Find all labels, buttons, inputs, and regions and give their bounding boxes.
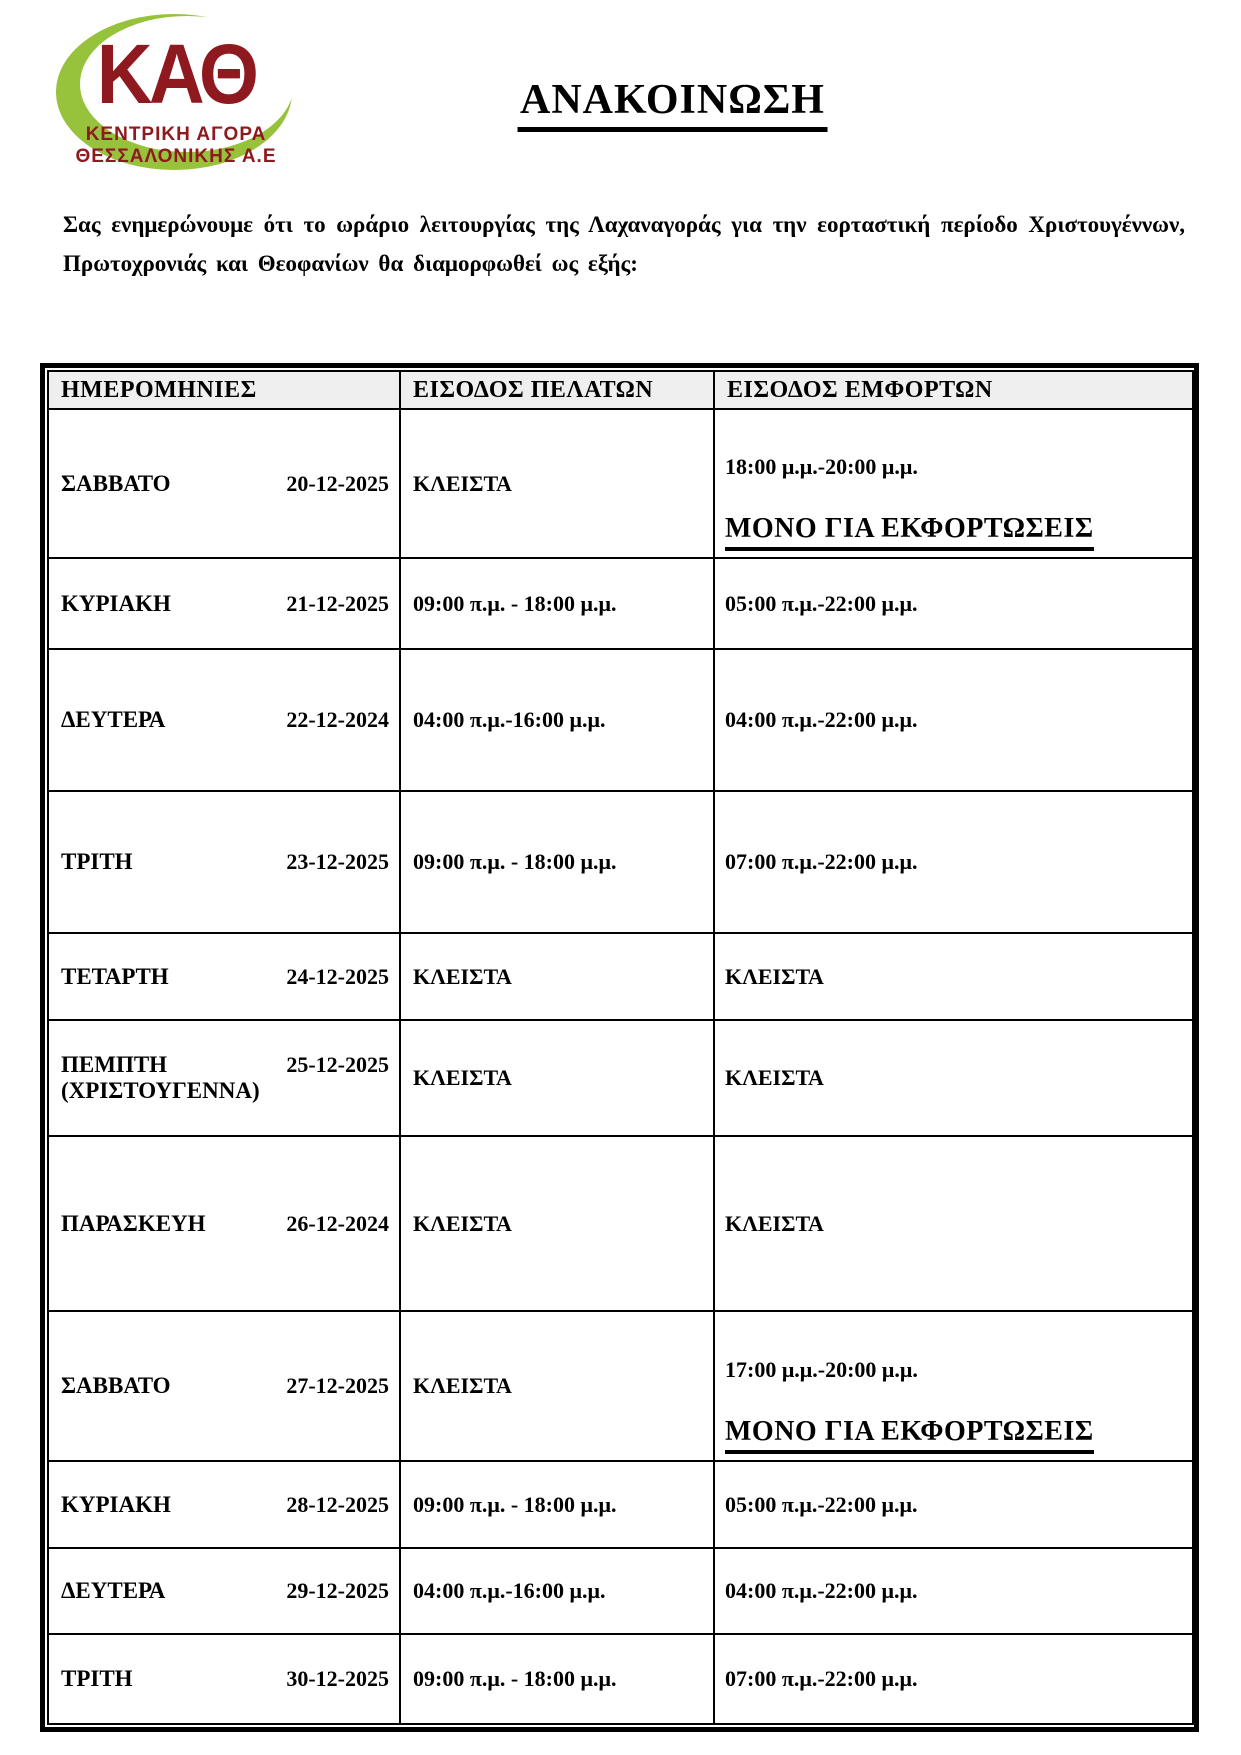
schedule-table	[47, 370, 1194, 1725]
freight-hours: 07:00 π.μ.-22:00 μ.μ.	[725, 849, 918, 874]
freight-hours-cell	[714, 1311, 1193, 1461]
date-value: 20-12-2025	[286, 470, 389, 496]
day-label: ΤΡΙΤΗ	[61, 849, 133, 874]
column-header-freight-entrance: ΕΙΣΟΔΟΣ ΕΜΦΟΡΤΩΝ	[714, 371, 1193, 409]
day-label: ΤΕΤΑΡΤΗ	[61, 963, 169, 989]
day-label: ΠΑΡΑΣΚΕΥΗ	[61, 1210, 206, 1236]
schedule-table-frame	[40, 363, 1199, 1732]
freight-hours: 17:00 μ.μ.-20:00 μ.μ.	[725, 1357, 918, 1382]
customers-hours: ΚΛΕΙΣΤΑ	[413, 1373, 512, 1398]
header-row	[48, 371, 1193, 409]
intro-paragraph: Σας ενημερώνουμε ότι το ωράριο λειτουργίας της Λαχαναγοράς για την εορταστική περίοδο Χριστουγέννων, Πρωτοχρονιάς και Θεοφανίων θα διαμορφωθεί ως εξής:	[63, 212, 1185, 276]
day-label: ΚΥΡΙΑΚΗ	[61, 1491, 171, 1517]
date-value: 23-12-2025	[286, 849, 389, 874]
schedule-body	[48, 409, 1193, 1724]
customers-hours-cell	[400, 933, 714, 1020]
freight-hours-cell	[714, 1461, 1193, 1548]
customers-hours-cell	[400, 558, 714, 649]
freight-hours: 04:00 π.μ.-22:00 μ.μ.	[725, 1578, 918, 1603]
logo-acronym: ΚΑΘ	[96, 27, 256, 121]
day-cell	[48, 649, 400, 791]
column-header-dates: ΗΜΕΡΟΜΗΝΙΕΣ	[48, 371, 400, 409]
logo-subtitle-line1: ΚΕΝΤΡΙΚΗ ΑΓΟΡΑ	[85, 124, 267, 145]
customers-hours-cell	[400, 649, 714, 791]
company-logo	[42, 4, 310, 176]
day-cell	[48, 791, 400, 933]
table-row	[48, 1136, 1193, 1311]
freight-hours: ΚΛΕΙΣΤΑ	[725, 1065, 824, 1090]
page-title: ΑΝΑΚΟΙΝΩΣΗ	[517, 76, 828, 132]
freight-hours-cell	[714, 791, 1193, 933]
customers-hours: 04:00 π.μ.-16:00 μ.μ.	[413, 1578, 606, 1603]
day-label: ΣΑΒΒΑΤΟ	[61, 470, 171, 496]
freight-hours-cell	[714, 1020, 1193, 1136]
freight-hours-cell	[714, 1634, 1193, 1724]
customers-hours: ΚΛΕΙΣΤΑ	[413, 1210, 512, 1236]
freight-hours: 04:00 π.μ.-22:00 μ.μ.	[725, 707, 918, 732]
day-label: ΠΕΜΠΤΗ	[61, 1052, 168, 1077]
customers-hours: ΚΛΕΙΣΤΑ	[413, 963, 512, 989]
day-label: ΔΕΥΤΕΡΑ	[61, 1578, 166, 1603]
table-row	[48, 649, 1193, 791]
table-row	[48, 791, 1193, 933]
freight-hours-cell	[714, 1548, 1193, 1634]
day-cell	[48, 409, 400, 558]
freight-hours-cell	[714, 409, 1193, 558]
customers-hours: ΚΛΕΙΣΤΑ	[413, 470, 512, 496]
day-label: ΔΕΥΤΕΡΑ	[61, 707, 166, 732]
date-value: 21-12-2025	[286, 590, 389, 616]
day-label: ΤΡΙΤΗ	[61, 1666, 133, 1691]
freight-hours-cell	[714, 558, 1193, 649]
freight-hours: ΚΛΕΙΣΤΑ	[725, 963, 824, 989]
date-value: 29-12-2025	[286, 1578, 389, 1603]
day-cell	[48, 933, 400, 1020]
table-row	[48, 933, 1193, 1020]
day-label: ΣΑΒΒΑΤΟ	[61, 1373, 171, 1398]
column-header-customers-entrance: ΕΙΣΟΔΟΣ ΠΕΛΑΤΩΝ	[400, 371, 714, 409]
freight-hours: 18:00 μ.μ.-20:00 μ.μ.	[725, 454, 918, 479]
customers-hours-cell	[400, 409, 714, 558]
date-value: 25-12-2025	[286, 1052, 389, 1077]
customers-hours-cell	[400, 1461, 714, 1548]
day-cell	[48, 1020, 400, 1136]
day-cell	[48, 1461, 400, 1548]
day-cell	[48, 558, 400, 649]
freight-hours: ΚΛΕΙΣΤΑ	[725, 1210, 824, 1236]
customers-hours: 09:00 π.μ. - 18:00 μ.μ.	[413, 1666, 617, 1691]
date-value: 30-12-2025	[286, 1666, 389, 1691]
customers-hours: 09:00 π.μ. - 18:00 μ.μ.	[413, 849, 617, 874]
customers-hours-cell	[400, 1634, 714, 1724]
date-value: 28-12-2025	[286, 1491, 389, 1517]
table-row	[48, 409, 1193, 558]
freight-hours-cell	[714, 1136, 1193, 1311]
holiday-note: (ΧΡΙΣΤΟΥΓΕΝΝΑ)	[61, 1078, 260, 1103]
table-row	[48, 1311, 1193, 1461]
freight-hours: 05:00 π.μ.-22:00 μ.μ.	[725, 1491, 918, 1517]
unload-only-note: ΜΟΝΟ ΓΙΑ ΕΚΦΟΡΤΩΣΕΙΣ	[725, 1416, 1094, 1454]
day-label: ΚΥΡΙΑΚΗ	[61, 590, 171, 616]
customers-hours-cell	[400, 1311, 714, 1461]
day-cell	[48, 1136, 400, 1311]
day-cell	[48, 1311, 400, 1461]
table-row	[48, 1634, 1193, 1724]
date-value: 26-12-2024	[286, 1210, 389, 1236]
customers-hours: 04:00 π.μ.-16:00 μ.μ.	[413, 707, 606, 732]
day-cell	[48, 1634, 400, 1724]
customers-hours-cell	[400, 1136, 714, 1311]
customers-hours: ΚΛΕΙΣΤΑ	[413, 1065, 512, 1090]
freight-hours: 05:00 π.μ.-22:00 μ.μ.	[725, 590, 918, 616]
date-value: 22-12-2024	[286, 707, 389, 732]
table-row	[48, 558, 1193, 649]
logo-subtitle-line2: ΘΕΣΣΑΛΟΝΙΚΗΣ Α.Ε	[75, 146, 277, 167]
customers-hours-cell	[400, 1548, 714, 1634]
freight-hours: 07:00 π.μ.-22:00 μ.μ.	[725, 1666, 918, 1691]
day-cell	[48, 1548, 400, 1634]
date-value: 27-12-2025	[286, 1373, 389, 1398]
customers-hours: 09:00 π.μ. - 18:00 μ.μ.	[413, 1491, 617, 1517]
freight-hours-cell	[714, 649, 1193, 791]
date-value: 24-12-2025	[286, 963, 389, 989]
freight-hours-cell	[714, 933, 1193, 1020]
customers-hours-cell	[400, 791, 714, 933]
customers-hours: 09:00 π.μ. - 18:00 μ.μ.	[413, 590, 617, 616]
table-row	[48, 1461, 1193, 1548]
table-row	[48, 1548, 1193, 1634]
table-row	[48, 1020, 1193, 1136]
customers-hours-cell	[400, 1020, 714, 1136]
unload-only-note: ΜΟΝΟ ΓΙΑ ΕΚΦΟΡΤΩΣΕΙΣ	[725, 513, 1094, 551]
